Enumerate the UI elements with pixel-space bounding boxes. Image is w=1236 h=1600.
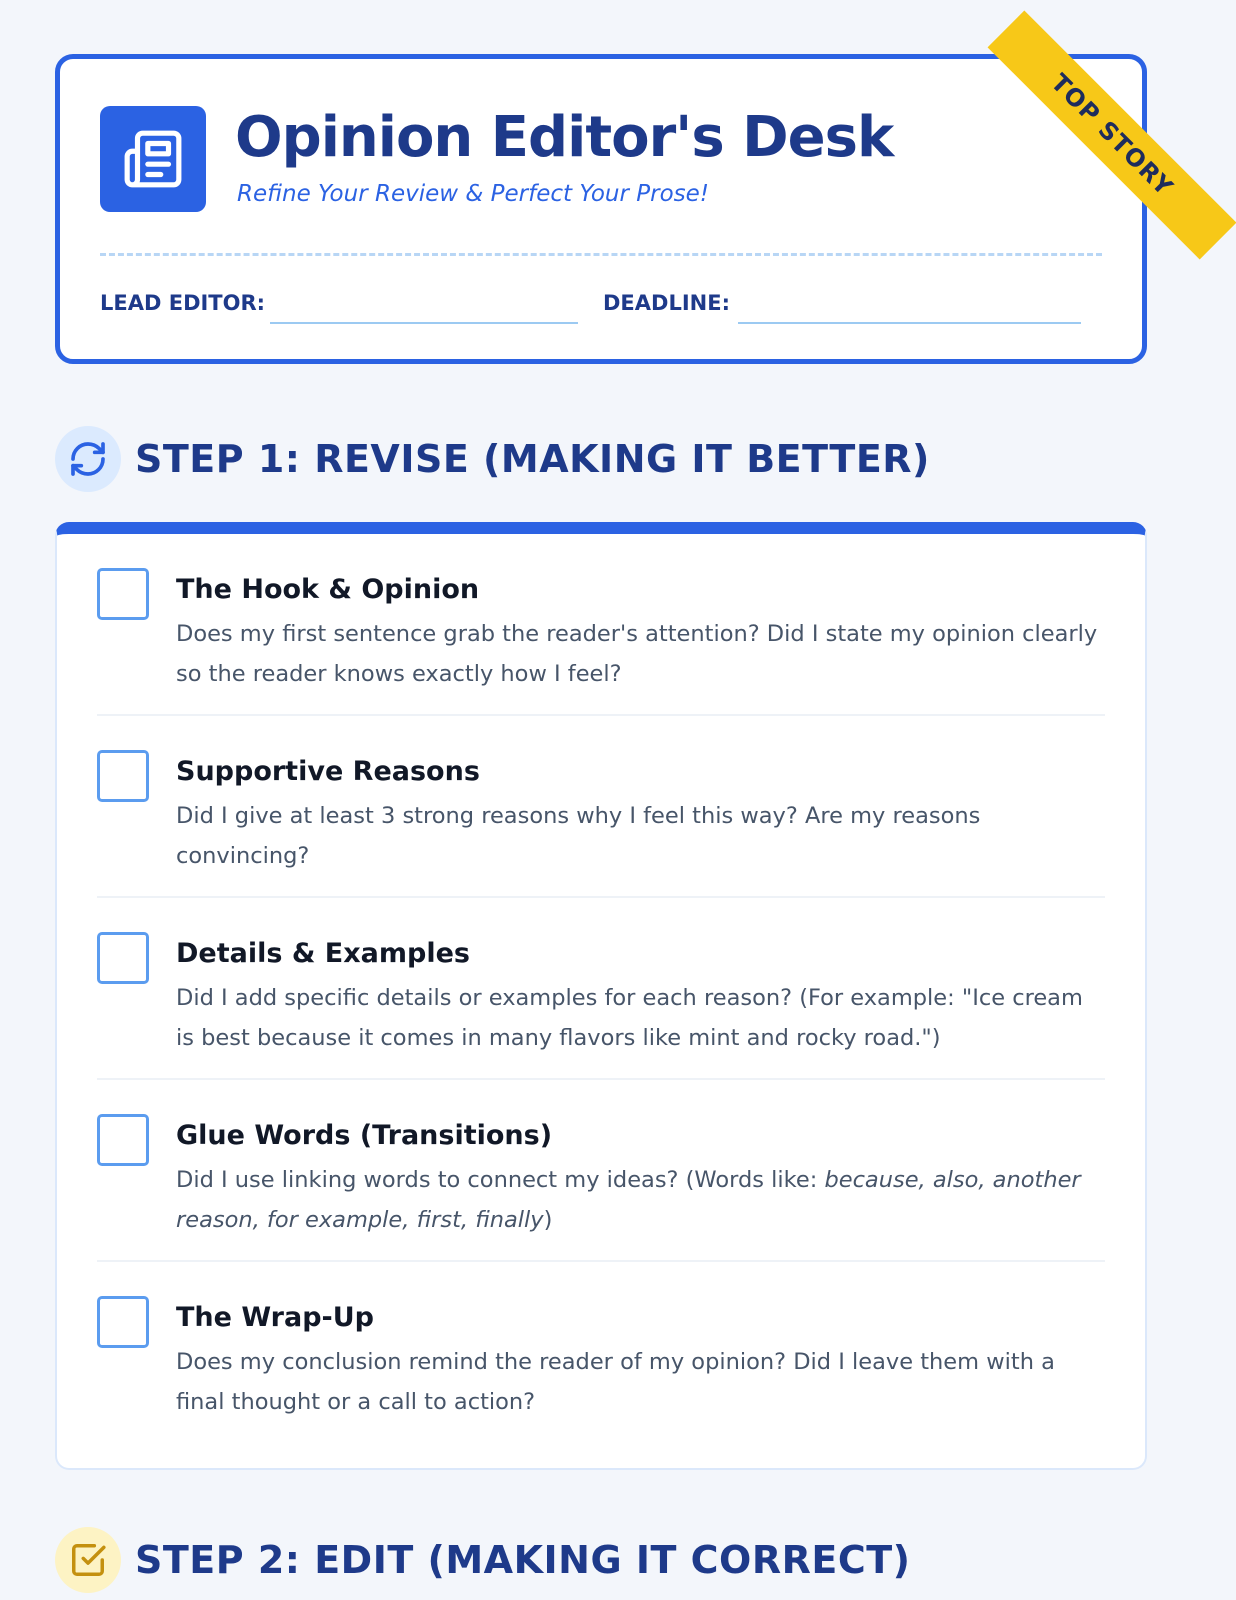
item-description [176,1160,1105,1240]
step1-title: STEP 1: REVISE (MAKING IT BETTER) [135,437,930,481]
page-title: Opinion Editor's Desk [235,105,894,170]
item-title: The Hook & Opinion [176,574,480,605]
item-description: Did I give at least 3 strong reasons why I feel this way? Are my reasons convincing? [176,803,981,869]
item-title: Glue Words (Transitions) [176,1120,553,1151]
deadline-label: DEADLINE: [603,291,730,315]
item-title: Supportive Reasons [176,756,480,787]
desc-text: Did I use linking words to connect my ideas? (Words like: [176,1167,825,1193]
page-subtitle: Refine Your Review & Perfect Your Prose! [237,181,710,207]
step1-heading [55,426,930,492]
step2-title: STEP 2: EDIT (MAKING IT CORRECT) [135,1538,911,1582]
checklist-item [97,898,1105,1080]
step2-heading [55,1527,911,1593]
top-story-ribbon: TOP STORY [988,11,1236,260]
item-description: Does my conclusion remind the reader of my opinion? Did I leave them with a final thought or a call to action? [176,1349,1055,1415]
checkbox[interactable] [97,932,149,984]
lead-editor-label: LEAD EDITOR: [100,291,266,315]
item-description: Does my first sentence grab the reader's attention? Did I state my opinion clearly so the reader knows exactly how I feel? [176,621,1098,687]
checkbox[interactable] [97,750,149,802]
checkbox[interactable] [97,1114,149,1166]
checklist-item [97,1262,1105,1444]
desc-examples: because, also, another reason, for example, first, finally [176,1167,1081,1233]
ribbon-corner [942,59,1179,259]
desc-text-end: ) [543,1207,553,1233]
revise-checklist [55,522,1147,1470]
checklist-item [97,1080,1105,1262]
checklist-item [97,716,1105,898]
item-title: Details & Examples [176,938,470,969]
newspaper-icon [100,106,206,212]
item-description: Did I add specific details or examples for each reason? (For example: "Ice cream is best because it comes in many flavors like mint and rocky road.") [176,985,1083,1051]
checkbox-icon [55,1527,121,1593]
item-title: The Wrap-Up [176,1302,374,1333]
checklist-item [97,534,1105,716]
deadline-field[interactable] [738,322,1081,324]
refresh-icon [55,426,121,492]
header-card [55,54,1179,364]
checkbox[interactable] [97,1296,149,1348]
checkbox[interactable] [97,568,149,620]
lead-editor-field[interactable] [270,322,578,324]
header-divider [100,253,1102,256]
